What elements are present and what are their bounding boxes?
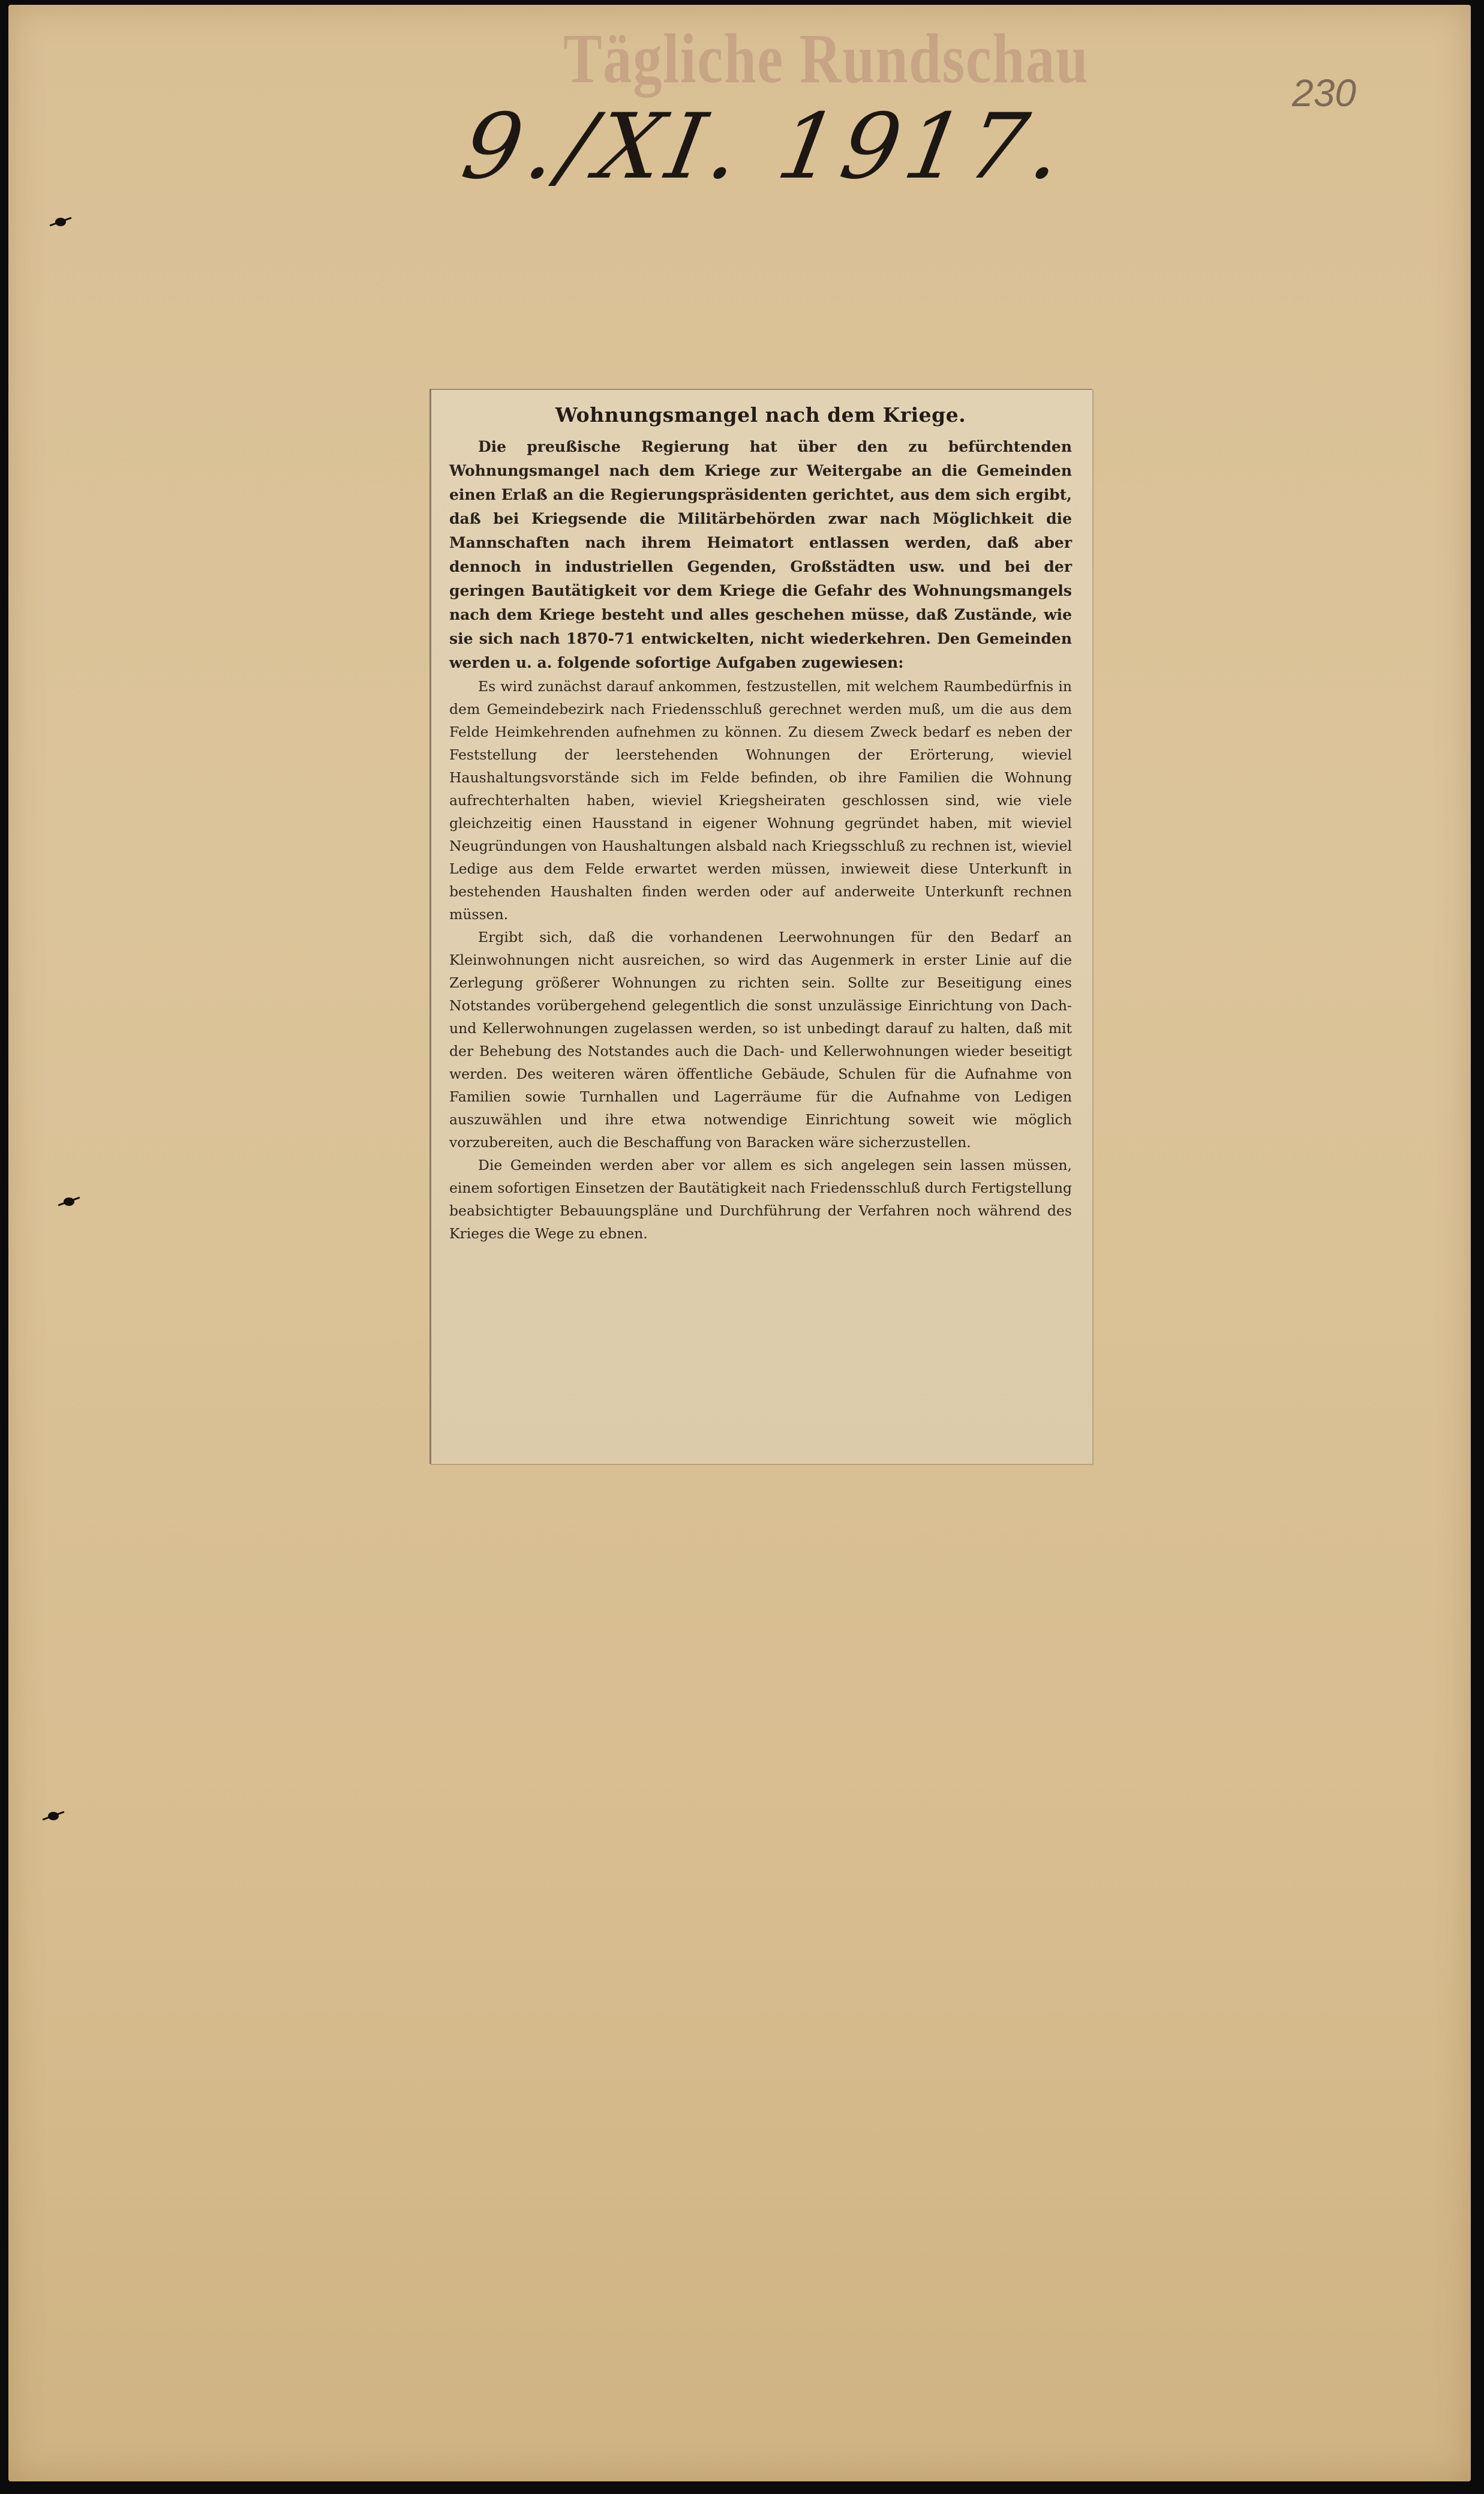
punch-hole-mark <box>48 1812 59 1820</box>
clipping-paragraph: Die preußische Regierung hat über den zu befürchtenden Wohnungsmangel nach dem Kriege zur Weitergabe an die Gemeinden einen Erlaß an die Regierungspräsidenten gerichtet, aus dem sich ergibt, daß bei Kriegsende die Militärbehörden zwar nach Möglichkeit die Mannschaften nach ihrem Heimatort entlassen werden, daß aber dennoch in industriellen Gegenden, Großstädten usw. und bei der geringen Bautätigkeit vor dem Kriege die Gefahr des Wohnungsmangels nach dem Kriege besteht und alles geschehen müsse, daß Zustände, wie sie sich nach 1870-71 entwickelten, nicht wiederkehren. Den Gemeinden werden u. a. folgende sofortige Aufgaben zugewiesen: <box>449 438 1072 671</box>
clipping-paragraph: Ergibt sich, daß die vorhandenen Leerwohnungen für den Bedarf an Kleinwohnungen nicht ausreichen, so wird das Augenmerk in erster Linie auf die Zerlegung größerer Wohnungen zu richten sein. Sollte zur Beseitigung eines Notstandes vorübergehend gelegentlich die sonst unzulässige Einrichtung von Dach- und Kellerwohnungen zugelassen werden, so ist unbedingt darauf zu halten, daß mit der Behebung des Notstandes auch die Dach- und Kellerwohnungen wieder beseitigt werden. Des weiteren wären öffentliche Gebäude, Schulen für die Aufnahme von Familien sowie Turnhallen und Lagerräume für die Aufnahme von Ledigen auszuwählen und ihre etwa notwendige Einrichtung soweit wie möglich vorzubereiten, auch die Beschaffung von Baracken wäre sicherzustellen. <box>449 929 1072 1151</box>
punch-hole-mark <box>64 1198 74 1206</box>
page-number: 230 <box>1292 71 1356 115</box>
clipping-headline: Wohnungsmangel nach dem Kriege. <box>555 403 966 427</box>
archive-sheet <box>8 5 1471 2481</box>
newspaper-clipping <box>429 389 1092 1464</box>
punch-hole-mark <box>55 218 66 226</box>
handwritten-date: 9./XI. 1917. <box>455 95 1076 199</box>
clipping-paragraph: Die Gemeinden werden aber vor allem es sich angelegen sein lassen müssen, einem sofortigen Einsetzen der Bautätigkeit nach Friedensschluß durch Fertigstellung beabsichtigter Bebauungspläne und Durchführung der Verfahren noch während des Krieges die Wege zu ebnen. <box>449 1157 1072 1242</box>
clipping-paragraph: Es wird zunächst darauf ankommen, festzustellen, mit welchem Raumbedürfnis in dem Gemeindebezirk nach Friedensschluß gerechnet werden muß, um die aus dem Felde Heimkehrenden aufnehmen zu können. Zu diesem Zweck bedarf es neben der Feststellung der leerstehenden Wohnungen der Erörterung, wieviel Haushaltungsvorstände sich im Felde befinden, ob ihre Familien die Wohnung aufrechterhalten haben, wieviel Kriegsheiraten geschlossen sind, wie viele gleichzeitig einen Hausstand in eigener Wohnung gegründet haben, mit wieviel Neugründungen von Haushaltungen alsbald nach Kriegsschluß zu rechnen ist, wieviel Ledige aus dem Felde erwartet werden müssen, inwieweit diese Unterkunft in bestehenden Haushalten finden werden oder auf anderweite Unterkunft rechnen müssen. <box>449 678 1072 923</box>
newspaper-stamp: Tägliche Rundschau <box>563 19 1089 98</box>
